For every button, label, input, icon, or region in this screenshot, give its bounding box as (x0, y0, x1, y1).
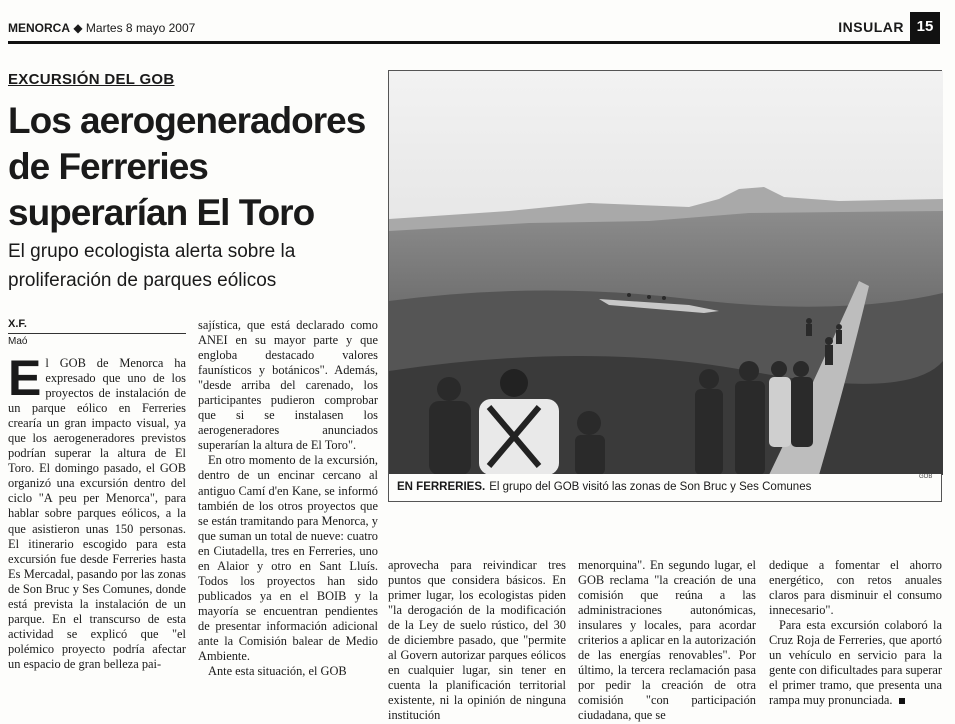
section-name: INSULAR (838, 19, 904, 35)
paragraph-text: l GOB de Menorca ha expresado que uno de los proyectos de instalación de un parque eólico en Ferreries crearía un gran impacto visual, ya que los aerogeneradores previstos podrían superar la altura de El Toro. El domingo pasado, el GOB organizó una excursión dentro del ciclo "A peu per Menorca", para hablar sobre parques eólicos, a la que asistieron unas 150 personas. El itinerario escogido para esta excursión fue desde Ferreries hasta Es Mercadal, pasando por las zonas de Son Bruc y Ses Comunes, donde está prevista la instalación de un parque. En el transcurso de esta actividad se explicó que "el polémico proyecto podría afectar un espacio de gran belleza pai- (8, 356, 186, 671)
page-header (8, 10, 940, 44)
body-paragraph: Ante esta situación, el GOB (208, 664, 347, 679)
body-paragraph: En otro momento de la excursión, dentro de un encinar cercano al antiguo Camí d'en Kane, se informó también de los otros proyectos que se están tramitando para Menorca, y que suman un total de nueve: cuatro en Ciutadella, tres en Ferreries, uno en Alaior y otro en Sant Lluís. Todos los proyectos han sido publicados ya en el BOIB y la mayoría se encuentran pendientes de presentar información adicional ante la Comisión balear de Medio Ambiente. (198, 453, 378, 664)
body-paragraph: aprovecha para reivindicar tres puntos que considera básicos. En primer lugar, los ecologistas piden "la derogación de la modificación de la Ley de suelo rústico, del 30 de diciembre pasado, que "permite al Govern autorizar parques eólicos en cualquier lugar, sin tener en cuenta la planificación territorial existente, ni la opinión de ninguna institución (388, 558, 566, 723)
body-paragraph: dedique a fomentar el ahorro energético, con retos anuales claros para disminuir el consumo innecesario". (769, 558, 942, 618)
article-column-3 (388, 558, 566, 724)
headline-line: superarían El Toro (8, 192, 315, 233)
article-column-1 (8, 350, 186, 672)
drop-cap: E (8, 350, 42, 406)
paper-name: MENORCA (8, 21, 70, 35)
author-byline: X.F. (8, 318, 27, 330)
caption-text: El grupo del GOB visitó las zonas de Son Bruc y Ses Comunes (489, 481, 812, 493)
end-mark-icon (899, 698, 905, 704)
subhead-line: El grupo ecologista alerta sobre la (8, 241, 296, 262)
article-column-4 (578, 558, 756, 724)
article-subhead (8, 237, 380, 295)
article-headline (8, 98, 380, 236)
page-number: 15 (910, 12, 940, 41)
photo-credit: GOB (919, 474, 933, 480)
body-paragraph (8, 350, 186, 672)
body-paragraph: menorquina". En segundo lugar, el GOB reclama "la creación de una comisión que reúna a las administraciones autonómicas, insulares y locales, para acordar criterios a aplicar en la autorización de las energías renovables". Por último, la tercera reclamación pasa por pedir la creación de otra comisión "con participación ciudadana, que se (578, 558, 756, 723)
photo-caption (388, 474, 942, 502)
headline-line: de Ferreries (8, 146, 208, 187)
article-column-2 (198, 318, 378, 679)
header-dateline (8, 21, 195, 35)
article-column-5 (769, 558, 942, 708)
body-paragraph (769, 618, 942, 708)
header-date: Martes 8 mayo 2007 (85, 21, 196, 35)
paragraph-text: Para esta excursión colaboró la Cruz Roja de Ferreries, que aportó un vehículo en servicio para la gente con dificultades para superar el primer tramo, que presenta una rampa muy pronunciada. (769, 618, 942, 708)
article-kicker: EXCURSIÓN DEL GOB (8, 71, 175, 88)
article-photo (388, 70, 942, 474)
byline-divider (8, 333, 186, 334)
dateline-place: Maó (8, 336, 28, 347)
subhead-line: proliferación de parques eólicos (8, 270, 277, 291)
body-paragraph: sajística, que está declarado como ANEI en su mayor parte y que engloba destacado valores faunísticos y botánicos". Además, "desde arriba del carenado, los participantes pudieron comprobar que si se instalasen los aerogeneradores anunciados superarían la altura de El Toro". (198, 318, 378, 453)
headline-line: Los aerogeneradores (8, 100, 366, 141)
landscape-hikers-image (389, 71, 943, 475)
separator-icon: ◆ (73, 21, 83, 35)
caption-lead: EN FERRERIES. (397, 481, 486, 493)
